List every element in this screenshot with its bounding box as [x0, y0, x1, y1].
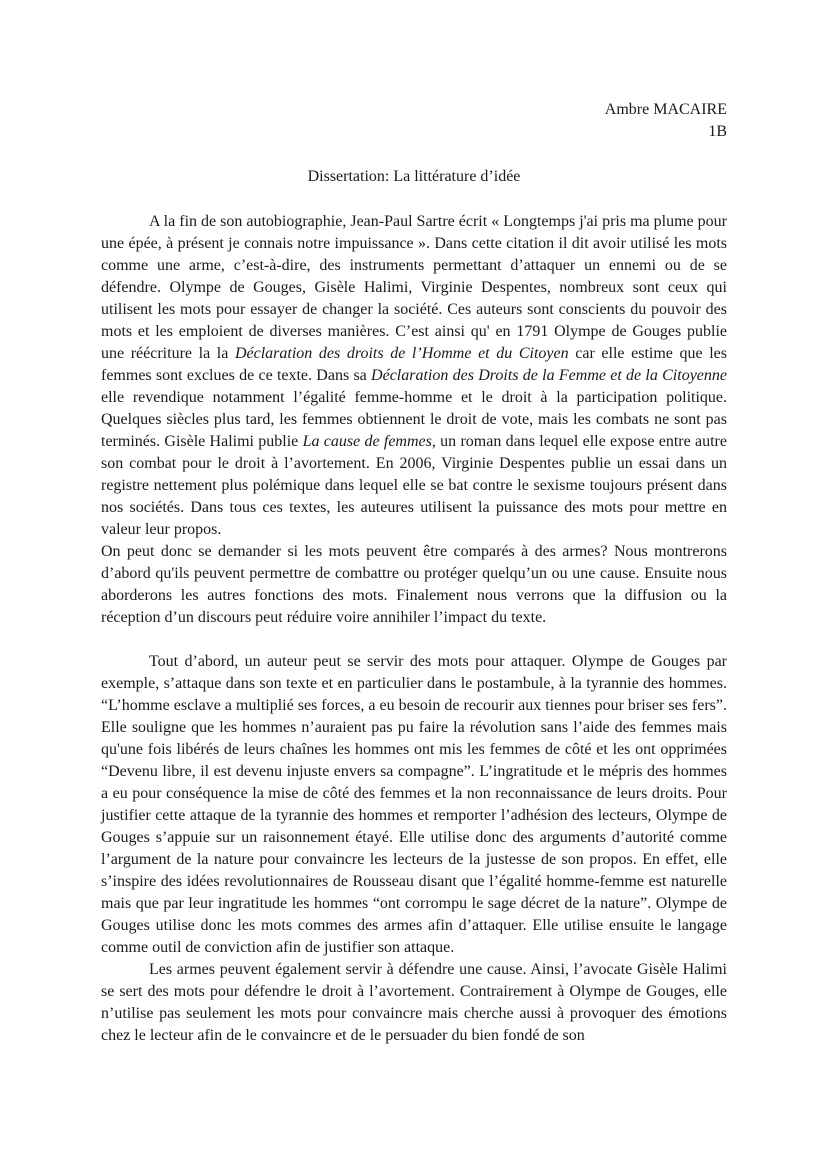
problematique-paragraph: On peut donc se demander si les mots peuvent être comparés à des armes? Nous montrerons d’abord qu'ils peuvent permettre de combattre ou protéger quelqu’un ou une cause. Ensuite nous aborderons les autres fonctions des mots. Finalement nous verrons que la diffusion ou la réception d’un discours peut réduire voire annihiler l’impact du texte. [101, 543, 727, 626]
introduction-paragraph [101, 211, 727, 541]
intro-text: , un roman dans lequel elle expose entre autre son combat pour le droit à l’avortement. En 2006, Virginie Despentes publie un essai dans un registre nettement plus polémique dans lequel elle se bat contre le sexisme toujours présent dans nos sociétés. Dans tous ces textes, les auteures utilisent la puissance des mots pour mettre en valeur leur propos. [101, 433, 727, 538]
document-page [101, 99, 727, 1047]
document-title: Dissertation: La littérature d’idée [307, 168, 521, 185]
intro-italic-title: La cause de femmes [302, 433, 432, 450]
author-name: Ambre MACAIRE [604, 101, 727, 118]
blank-line [101, 629, 727, 651]
intro-text: elle revendique notamment l’égalité femme-homme et le droit à la participation politique. Quelques siècles plus tard, les femmes obtiennent le droit de vote, mais les combats ne sont pas terminés. Gisèle Halimi publie [101, 389, 727, 450]
intro-text: A la fin de son autobiographie, Jean-Paul Sartre écrit « Longtemps j'ai pris ma plume pour une épée, à présent je connais notre impuissance ». Dans cette citation il dit avoir utilisé les mots comme une arme, c’est-à-dire, des instruments permettant d’attaquer un ennemi ou de se défendre. Olympe de Gouges, Gisèle Halimi, Virginie Despentes, nombreux sont ceux qui utilisent les mots pour essayer de changer la société. Ces auteurs sont conscients du pouvoir des mots et les emploient de diverses manières. C’est ainsi qu' en 1791 Olympe de Gouges publie une réécriture la la [101, 213, 727, 362]
class-label: 1B [708, 123, 727, 140]
body-paragraph-2: Les armes peuvent également servir à défendre une cause. Ainsi, l’avocate Gisèle Halimi se sert des mots pour défendre le droit à l’avortement. Contrairement à Olympe de Gouges, elle n’utilise pas seulement les mots pour convaincre mais cherche aussi à provoquer des émotions chez le lecteur afin de le convaincre et de le persuader du bien fondé de son [101, 961, 727, 1044]
intro-italic-title: Déclaration des droits de l’Homme et du Citoyen [234, 345, 569, 362]
body-paragraph-1: Tout d’abord, un auteur peut se servir des mots pour attaquer. Olympe de Gouges par exemple, s’attaque dans son texte et en particulier dans le postambule, à la tyrannie des hommes. “L’homme esclave a multiplié ses forces, a eu besoin de recourir aux tiennes pour briser ses fers”. Elle souligne que les hommes n’auraient pas pu faire la révolution sans l’aide des femmes mais qu'une fois libérés de leurs chaînes les hommes ont mis les femmes de côté et les ont opprimées “Devenu libre, il est devenu injuste envers sa compagne”. L’ingratitude et le mépris des hommes a eu pour conséquence la mise de côté des femmes et la non reconnaissance de leurs droits. Pour justifier cette attaque de la tyrannie des hommes et remporter l’adhésion des lecteurs, Olympe de Gouges s’appuie sur un raisonnement étayé. Elle utilise donc des arguments d’autorité comme l’argument de la nature pour convaincre les lecteurs de la justesse de son propos. En effet, elle s’inspire des idées revolutionnaires de Rousseau disant que l’égalité homme-femme est naturelle mais que par leur ingratitude les hommes “ont corrompu le sage décret de la nature”. Olympe de Gouges utilise donc les mots commes des armes afin d’attaquer. Elle utilise ensuite le langage comme outil de conviction afin de justifier son attaque. [101, 653, 727, 956]
intro-italic-title: Déclaration des Droits de la Femme et de la Citoyenne [371, 367, 728, 384]
intro-text: car elle estime que les femmes sont exclues de ce texte. Dans sa [101, 345, 727, 384]
